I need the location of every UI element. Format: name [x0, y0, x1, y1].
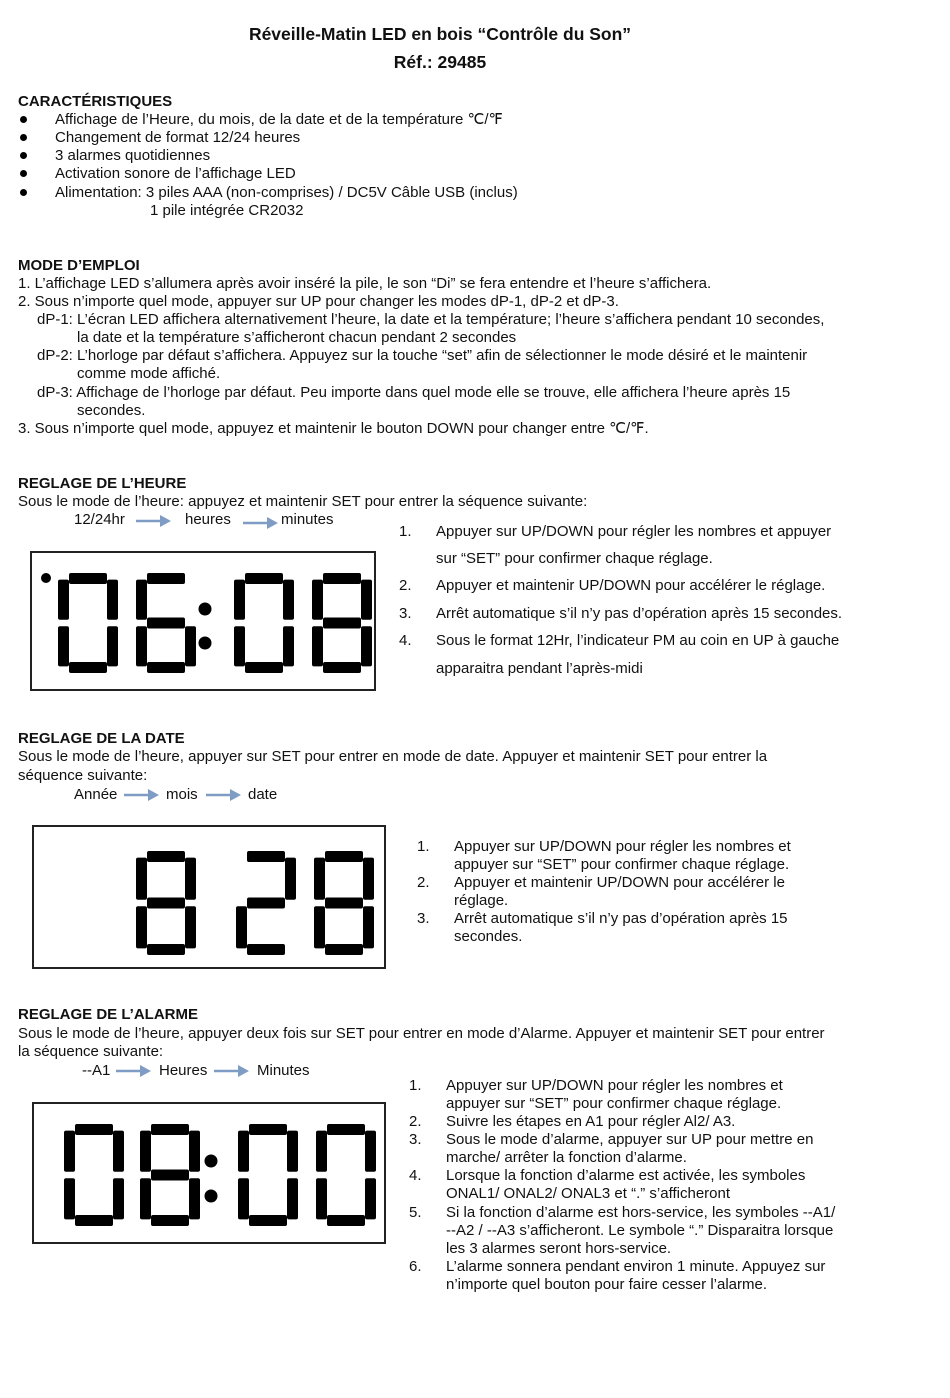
lcd-segment-d: [245, 662, 283, 673]
lcd-segment-b: [361, 580, 372, 620]
step-number: 1.: [399, 523, 412, 540]
lcd-alarm-display: [32, 1102, 386, 1244]
time-heading: REGLAGE DE L’HEURE: [18, 475, 187, 492]
step-text: les 3 alarmes seront hors-service.: [446, 1240, 672, 1257]
step-text: --A2 / --A3 s’afficheront. Le symbole “.” Disparaitra lorsque: [446, 1222, 834, 1239]
step-number: 3.: [399, 605, 412, 622]
lcd-segment-d: [69, 662, 107, 673]
lcd-segment-f: [316, 1131, 327, 1172]
step-text: Suivre les étapes en A1 pour régler Al2/ A3.: [446, 1113, 736, 1130]
lcd-segment-a: [69, 573, 107, 584]
lcd-segment-b: [189, 1131, 200, 1172]
step-number: 1.: [417, 838, 430, 855]
lcd-colon-dot: [199, 637, 212, 650]
lcd-time-display: [30, 551, 376, 691]
lcd-segment-b: [107, 580, 118, 620]
step-number: 2.: [399, 577, 412, 594]
lcd-segment-b: [363, 858, 374, 900]
mode-line: 3. Sous n’importe quel mode, appuyez et maintenir le bouton DOWN pour changer entre ℃/℉.: [18, 420, 649, 437]
step-text: Appuyer sur UP/DOWN pour régler les nombres et appuyer: [436, 523, 832, 540]
lcd-segment-e: [140, 1178, 151, 1219]
lcd-colon-dot: [199, 603, 212, 616]
step-number: 3.: [417, 910, 430, 927]
sequence-step: heures: [185, 511, 231, 528]
lcd-segment-e: [316, 1178, 327, 1219]
arrow-right-icon: [116, 1064, 152, 1078]
lcd-segment-f: [234, 580, 245, 620]
arrow-right-icon: [206, 788, 242, 802]
lcd-segment-c: [185, 906, 196, 948]
feature-item: Alimentation: 3 piles AAA (non-comprises) / DC5V Câble USB (inclus): [55, 184, 518, 201]
step-number: 6.: [409, 1258, 422, 1275]
lcd-segment-b: [283, 580, 294, 620]
lcd-segment-a: [247, 851, 285, 862]
lcd-colon-dot: [205, 1190, 218, 1203]
alarm-intro: la séquence suivante:: [18, 1043, 164, 1060]
lcd-segment-a: [323, 573, 361, 584]
feature-item: Affichage de l’Heure, du mois, de la date et de la température ℃/℉: [55, 111, 503, 128]
arrow-right-icon: [214, 1064, 250, 1078]
step-number: 3.: [409, 1131, 422, 1148]
lcd-segment-d: [75, 1215, 113, 1226]
lcd-digits: [32, 553, 374, 689]
lcd-digits: [34, 1104, 384, 1242]
pm-indicator-dot: [41, 573, 51, 583]
sequence-step: Heures: [159, 1062, 208, 1079]
lcd-segment-c: [365, 1178, 376, 1219]
step-number: 2.: [417, 874, 430, 891]
step-text: sur “SET” pour confirmer chaque réglage.: [436, 550, 713, 567]
mode-line: 2. Sous n’importe quel mode, appuyer sur UP pour changer les modes dP-1, dP-2 et dP-3.: [18, 293, 619, 310]
feature-item-continued: 1 pile intégrée CR2032: [150, 202, 304, 219]
lcd-segment-a: [327, 1124, 365, 1135]
mode-line: comme mode affiché.: [77, 365, 221, 382]
bullet-icon: [20, 170, 27, 177]
lcd-segment-b: [185, 858, 196, 900]
step-text: apparaitra pendant l’après-midi: [436, 660, 643, 677]
mode-line: secondes.: [77, 402, 146, 419]
lcd-segment-c: [185, 626, 196, 666]
lcd-segment-d: [151, 1215, 189, 1226]
lcd-segment-e: [64, 1178, 75, 1219]
lcd-segment-g: [147, 618, 185, 629]
step-text: appuyer sur “SET” pour confirmer chaque réglage.: [454, 856, 790, 873]
lcd-digits: [34, 827, 384, 967]
step-text: Si la fonction d’alarme est hors-service, les symboles --A1/: [446, 1204, 836, 1221]
lcd-segment-g: [323, 618, 361, 629]
step-text: Appuyer sur UP/DOWN pour régler les nombres et: [446, 1077, 783, 1094]
lcd-segment-d: [325, 944, 363, 955]
step-number: 5.: [409, 1204, 422, 1221]
step-text: Arrêt automatique s’il n’y pas d’opération après 15 secondes.: [436, 605, 843, 622]
alarm-heading: REGLAGE DE L’ALARME: [18, 1006, 199, 1023]
lcd-segment-e: [314, 906, 325, 948]
lcd-segment-c: [287, 1178, 298, 1219]
sequence-step: date: [248, 786, 278, 803]
lcd-segment-a: [325, 851, 363, 862]
step-number: 4.: [399, 632, 412, 649]
lcd-segment-d: [323, 662, 361, 673]
lcd-segment-d: [147, 944, 185, 955]
lcd-segment-e: [136, 626, 147, 666]
step-text: Arrêt automatique s’il n’y pas d’opération après 15: [454, 910, 788, 927]
lcd-colon-dot: [205, 1155, 218, 1168]
mode-line: 1. L’affichage LED s’allumera après avoir inséré la pile, le son “Di” se fera entendre et l’heure s’affichera.: [18, 275, 712, 292]
step-text: ONAL1/ ONAL2/ ONAL3 et “.” s’afficheront: [446, 1185, 731, 1202]
bullet-icon: [20, 189, 27, 196]
lcd-segment-e: [234, 626, 245, 666]
lcd-segment-d: [247, 944, 285, 955]
lcd-segment-g: [247, 898, 285, 909]
lcd-segment-c: [283, 626, 294, 666]
lcd-segment-e: [238, 1178, 249, 1219]
sequence-step: Année: [74, 786, 118, 803]
step-text: Sous le mode d’alarme, appuyer sur UP pour mettre en: [446, 1131, 814, 1148]
lcd-segment-a: [147, 573, 185, 584]
lcd-segment-b: [113, 1131, 124, 1172]
lcd-segment-b: [365, 1131, 376, 1172]
date-heading: REGLAGE DE LA DATE: [18, 730, 185, 747]
step-text: Appuyer et maintenir UP/DOWN pour accélérer le: [454, 874, 785, 891]
sequence-step: 12/24hr: [74, 511, 125, 528]
feature-item: Activation sonore de l’affichage LED: [55, 165, 296, 182]
lcd-segment-f: [136, 858, 147, 900]
step-number: 4.: [409, 1167, 422, 1184]
lcd-segment-c: [363, 906, 374, 948]
arrow-right-icon: [136, 514, 172, 528]
feature-item: Changement de format 12/24 heures: [55, 129, 301, 146]
lcd-segment-e: [58, 626, 69, 666]
lcd-segment-g: [151, 1170, 189, 1181]
step-text: marche/ arrêter la fonction d’alarme.: [446, 1149, 687, 1166]
lcd-segment-e: [136, 906, 147, 948]
time-intro: Sous le mode de l’heure: appuyez et maintenir SET pour entrer la séquence suivante:: [18, 493, 588, 510]
step-text: réglage.: [454, 892, 509, 909]
bullet-icon: [20, 134, 27, 141]
lcd-segment-f: [140, 1131, 151, 1172]
lcd-segment-f: [312, 580, 323, 620]
arrow-right-icon: [243, 516, 279, 530]
lcd-segment-d: [327, 1215, 365, 1226]
lcd-segment-d: [147, 662, 185, 673]
lcd-segment-a: [249, 1124, 287, 1135]
lcd-segment-f: [238, 1131, 249, 1172]
lcd-segment-f: [64, 1131, 75, 1172]
document-title: Réveille-Matin LED en bois “Contrôle du Son”: [248, 24, 632, 44]
lcd-segment-c: [107, 626, 118, 666]
lcd-segment-c: [113, 1178, 124, 1219]
step-text: L’alarme sonnera pendant environ 1 minute. Appuyez sur: [446, 1258, 826, 1275]
sequence-step: --A1: [82, 1062, 111, 1079]
step-number: 1.: [409, 1077, 422, 1094]
features-heading: CARACTÉRISTIQUES: [18, 93, 173, 110]
mode-heading: MODE D’EMPLOI: [18, 257, 140, 274]
sequence-step: mois: [166, 786, 198, 803]
step-text: secondes.: [454, 928, 523, 945]
mode-line: la date et la température s’afficheront chacun pendant 2 secondes: [77, 329, 517, 346]
lcd-segment-a: [151, 1124, 189, 1135]
reference-number: Réf.: 29485: [393, 52, 487, 72]
step-text: n’importe quel bouton pour faire cesser l’alarme.: [446, 1276, 767, 1293]
alarm-intro: Sous le mode de l’heure, appuyer deux fois sur SET pour entrer en mode d’Alarme. Appuyer et maintenir SET pour entrer: [18, 1025, 825, 1042]
lcd-segment-e: [236, 906, 247, 948]
step-text: Lorsque la fonction d’alarme est activée, les symboles: [446, 1167, 806, 1184]
lcd-segment-a: [245, 573, 283, 584]
bullet-icon: [20, 152, 27, 159]
lcd-segment-d: [249, 1215, 287, 1226]
lcd-segment-g: [147, 898, 185, 909]
sequence-step: Minutes: [257, 1062, 310, 1079]
lcd-segment-f: [136, 580, 147, 620]
lcd-segment-e: [312, 626, 323, 666]
lcd-segment-a: [147, 851, 185, 862]
feature-item: 3 alarmes quotidiennes: [55, 147, 211, 164]
lcd-segment-c: [361, 626, 372, 666]
step-text: Appuyer sur UP/DOWN pour régler les nombres et: [454, 838, 791, 855]
lcd-segment-b: [285, 858, 296, 900]
lcd-segment-c: [189, 1178, 200, 1219]
date-intro: Sous le mode de l’heure, appuyer sur SET pour entrer en mode de date. Appuyer et maintenir SET pour entrer la: [18, 748, 768, 765]
step-text: Appuyer et maintenir UP/DOWN pour accélérer le réglage.: [436, 577, 826, 594]
lcd-segment-g: [325, 898, 363, 909]
mode-line: dP-3: Affichage de l’horloge par défaut. Peu importe dans quel mode elle se trouve, elle affichera l’heure après 15: [37, 384, 791, 401]
sequence-step: minutes: [281, 511, 334, 528]
step-number: 2.: [409, 1113, 422, 1130]
lcd-segment-b: [287, 1131, 298, 1172]
lcd-date-display: [32, 825, 386, 969]
mode-line: dP-2: L’horloge par défaut s’affichera. Appuyez sur la touche “set” afin de sélectionner le mode désiré et le maintenir: [37, 347, 808, 364]
lcd-segment-a: [75, 1124, 113, 1135]
step-text: appuyer sur “SET” pour confirmer chaque réglage.: [446, 1095, 782, 1112]
bullet-icon: [20, 116, 27, 123]
step-text: Sous le format 12Hr, l’indicateur PM au coin en UP à gauche: [436, 632, 840, 649]
lcd-segment-f: [314, 858, 325, 900]
lcd-segment-f: [58, 580, 69, 620]
date-intro: séquence suivante:: [18, 767, 148, 784]
mode-line: dP-1: L’écran LED affichera alternativement l’heure, la date et la température; l’heure s’affichera pendant 10 secondes,: [37, 311, 825, 328]
arrow-right-icon: [124, 788, 160, 802]
